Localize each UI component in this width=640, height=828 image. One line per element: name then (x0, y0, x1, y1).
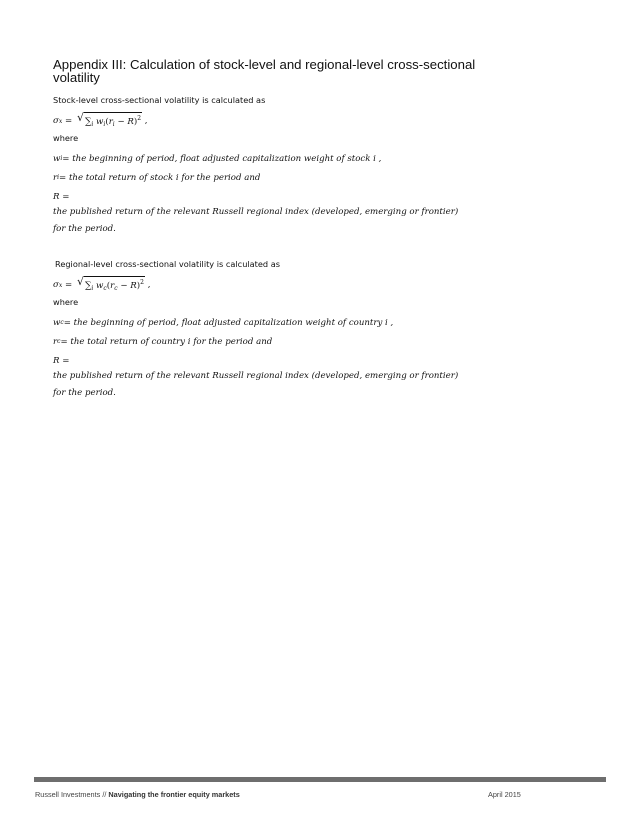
where-label: where (53, 133, 79, 143)
regional-level-formula: σ x = √ $\sum_i$ $w_c(r_c - R)^2$ , (53, 275, 151, 292)
return-definition: r i = the total return of stock i for the period and (53, 172, 261, 183)
sigma-subscript: x (58, 281, 63, 289)
weight-definition-text: = the beginning of period, float adjusted capitalization weight of stock i , (62, 153, 382, 164)
where-label: where (53, 297, 79, 307)
footer-doc-title: Navigating the frontier equity markets (108, 790, 240, 799)
square-root: √ $\sum_i$ $w_i(r_i - R)^2$ (76, 111, 142, 128)
weight-definition: w c = the beginning of period, float adjusted capitalization weight of country i , (53, 317, 394, 328)
stock-level-intro: Stock-level cross-sectional volatility is calculated as (53, 95, 266, 105)
return-definition-text: = the total return of country i for the period and (60, 336, 273, 347)
footer-rule (34, 777, 606, 782)
index-return-text: the published return of the relevant Russell regional index (developed, emerging or frontier) (53, 207, 459, 217)
return-definition-text: = the total return of stock i for the period and (59, 172, 261, 183)
square-root: √ $\sum_i$ $w_c(r_c - R)^2$ (76, 275, 144, 292)
weight-definition: w i = the beginning of period, float adjusted capitalization weight of stock i , (53, 153, 382, 164)
stock-level-formula: σ x = √ $\sum_i$ $w_i(r_i - R)^2$ , (53, 111, 148, 128)
footer-company: Russell Investments // (35, 790, 107, 799)
footer-document-title (35, 790, 240, 799)
index-return-text: the published return of the relevant Russell regional index (developed, emerging or frontier) (53, 371, 459, 381)
regional-level-section (53, 259, 523, 400)
sigma-subscript: x (58, 117, 63, 125)
index-return-text-end: for the period. (53, 388, 116, 398)
return-definition: r c = the total return of country i for the period and (53, 336, 273, 347)
stock-level-section (53, 95, 523, 236)
page-title: Appendix III: Calculation of stock-level and regional-level cross-sectional volatility (53, 57, 476, 85)
index-return-text-end: for the period. (53, 224, 116, 234)
footer-date: April 2015 (488, 790, 521, 799)
weight-definition-text: = the beginning of period, float adjusted capitalization weight of country i , (63, 317, 394, 328)
sigma-symbol: σ (53, 280, 59, 290)
sigma-symbol: σ (53, 116, 59, 126)
index-return-definition: R = (53, 355, 70, 366)
index-return-definition: R = (53, 191, 70, 202)
regional-level-intro: Regional-level cross-sectional volatility is calculated as (55, 259, 280, 269)
